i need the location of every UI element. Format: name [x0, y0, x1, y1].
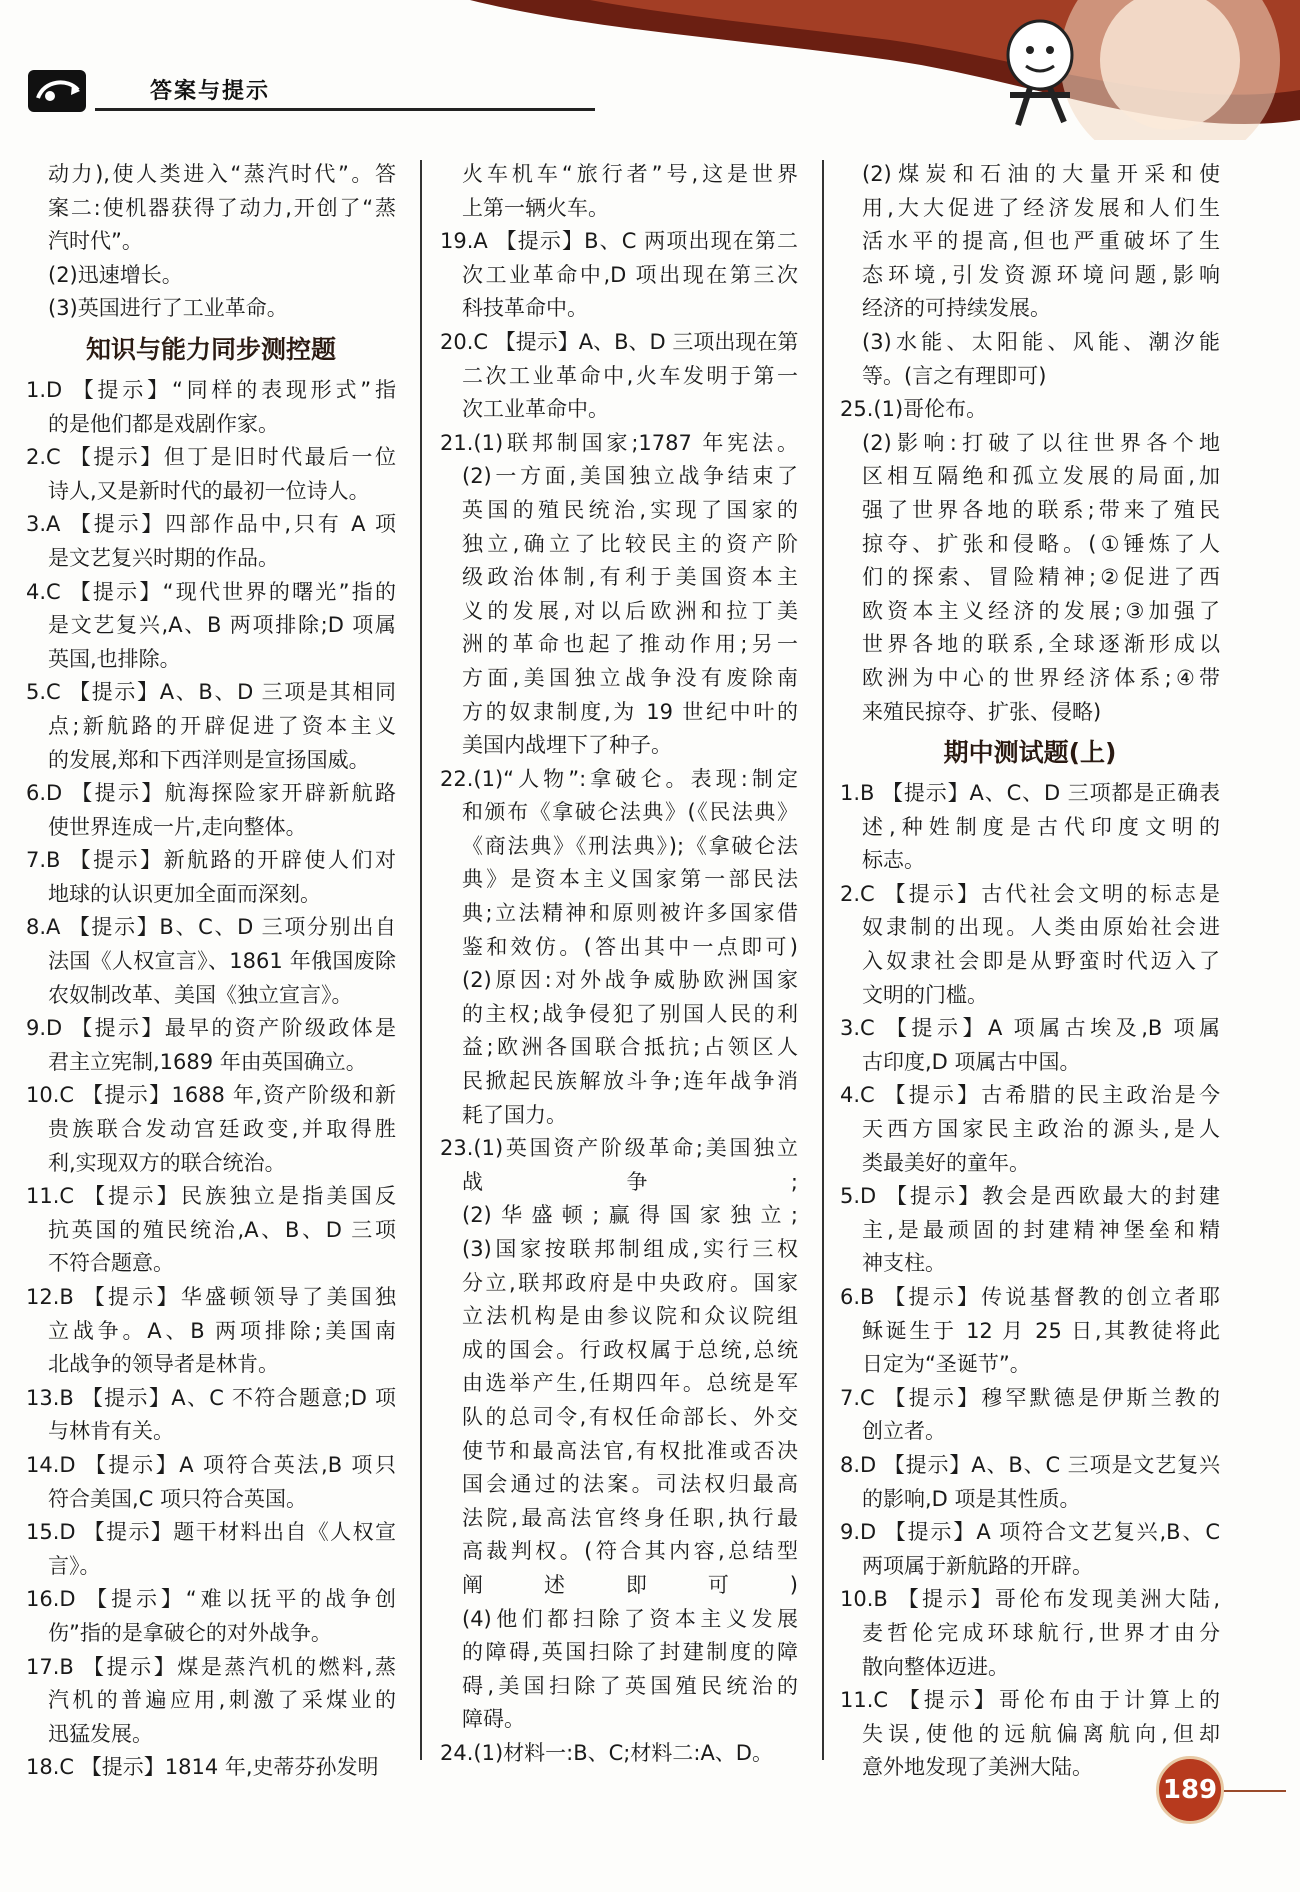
answer-line: 独立,确立了比较民主的资产阶 [462, 531, 798, 556]
answer-line: 法院,最高法官终身任职,执行最 [462, 1505, 798, 1530]
answer-line: 11.C 【提示】民族独立是指美国反 [26, 1184, 396, 1209]
answer-line: 13.B 【提示】A、C 不符合题意;D 项 [26, 1385, 396, 1410]
answer-line: 入奴隶社会即是从野蛮时代迈入了 [862, 949, 1220, 974]
answer-line: 活水平的提高,但也严重破坏了生 [862, 229, 1220, 254]
answer-line: 的主权;战争侵犯了别国人民的利 [462, 1001, 798, 1026]
answer-line: 19.A 【提示】B、C 两项出现在第二 [440, 229, 798, 254]
answer-line: 《商法典》《刑法典》);《拿破仑法 [462, 833, 798, 858]
answer-line: 次工业革命中,D 项出现在第三次 [462, 262, 798, 287]
answer-line: 14.D 【提示】A 项符合英法,B 项只 [26, 1452, 396, 1477]
answer-line: 12.B 【提示】华盛顿领导了美国独 [26, 1285, 396, 1309]
answer-line: 立法机构是由参议院和众议院组 [462, 1304, 798, 1329]
answer-line: 的障碍,英国扫除了封建制度的障 [462, 1640, 798, 1665]
answer-line: 国会通过的法案。司法权归最高 [462, 1472, 798, 1497]
answer-line: 8.D 【提示】A、B、C 三项是文艺复兴 [840, 1452, 1220, 1477]
answer-line: 22.(1)“人物”:拿破仑。表现:制定 [440, 766, 798, 791]
answer-line: 9.D 【提示】最早的资产阶级政体是 [26, 1016, 396, 1041]
answer-line: 是文艺复兴时期的作品。 [48, 545, 279, 570]
answer-line: 古印度,D 项属古中国。 [862, 1049, 1081, 1074]
answer-list [26, 374, 396, 1785]
answer-line: 3.A 【提示】四部作品中,只有 A 项 [26, 512, 396, 537]
answer-line: 10.C 【提示】1688 年,资产阶级和新 [26, 1083, 396, 1108]
answer-line: 耗了国力。 [462, 1102, 567, 1127]
answer-line: 欧洲为中心的世界经济体系;④带 [862, 665, 1220, 690]
answer-list [840, 777, 1220, 1785]
answer-line: 1.D 【提示】“同样的表现形式”指 [26, 377, 396, 402]
answer-line: (3)国家按联邦制组成,实行三权 [462, 1237, 798, 1261]
answer-line: 掠夺、扩张和侵略。(①锤炼了人 [862, 531, 1220, 556]
answer-line: 15.D 【提示】题干材料出自《人权宣 [26, 1520, 396, 1545]
answer-line: 战争; [462, 1169, 798, 1194]
answer-line: 稣诞生于 12 月 25 日,其教徒将此 [862, 1318, 1220, 1343]
answer-line: 们的探索、冒险精神;②促进了西 [862, 565, 1220, 590]
answer-line: 6.D 【提示】航海探险家开辟新航路 [26, 781, 396, 806]
answer-column-1 [26, 158, 396, 1785]
answer-line: 来殖民掠夺、扩张、侵略) [862, 699, 1102, 724]
answer-line: 麦哲伦完成环球航行,世界才由分 [862, 1620, 1220, 1645]
answer-line: 和颁布《拿破仑法典》(《民法典》 [462, 800, 798, 825]
answer-line: 类最美好的童年。 [862, 1150, 1030, 1175]
answer-line: 法国《人权宣言》、1861 年俄国废除 [48, 949, 396, 974]
answer-line: 17.B 【提示】煤是蒸汽机的燃料,蒸 [26, 1654, 396, 1679]
answer-line: 英国,也排除。 [48, 646, 181, 671]
answer-line: 伤”指的是拿破仑的对外战争。 [48, 1620, 332, 1645]
answer-line: 世界各地的联系,全球逐渐形成以 [862, 632, 1220, 657]
answer-line: 动力),使人类进入“蒸汽时代”。答 [48, 162, 396, 186]
answer-line: 鉴和效仿。(答出其中一点即可) [462, 934, 798, 959]
logo-swoosh-icon [28, 70, 86, 112]
answer-line: 益;欧洲各国联合抵抗;占领区人 [462, 1035, 798, 1060]
column-divider [822, 160, 824, 1760]
answer-line: 2.C 【提示】但丁是旧时代最后一位 [26, 445, 396, 470]
answer-line: 使世界连成一片,走向整体。 [48, 814, 307, 839]
answer-list [440, 158, 798, 1771]
answer-line: 两项属于新航路的开辟。 [862, 1553, 1093, 1578]
answer-line: 典;立法精神和原则被许多国家借 [462, 901, 798, 926]
answer-line: 方的奴隶制度,为 19 世纪中叶的 [462, 699, 798, 724]
answer-line: 6.B 【提示】传说基督教的创立者耶 [840, 1285, 1220, 1309]
answer-line: 9.D 【提示】A 项符合文艺复兴,B、C [840, 1520, 1220, 1545]
answer-line: (2)一方面,美国独立战争结束了 [462, 464, 798, 489]
answer-line: 23.(1)英国资产阶级革命;美国独立 [440, 1136, 798, 1161]
answer-line: 阐述即可) [462, 1572, 798, 1597]
section-title-midterm: 期中测试题(上) [943, 738, 1117, 768]
publisher-logo [28, 70, 86, 112]
answer-line: 障碍。 [462, 1707, 525, 1732]
answer-line: 的是他们都是戏剧作家。 [48, 411, 279, 436]
answer-line: 神支柱。 [862, 1251, 946, 1276]
answer-line: 上第一辆火车。 [462, 195, 609, 220]
answer-line: 日定为“圣诞节”。 [862, 1352, 1031, 1377]
answer-line: 的发展,郑和下西洋则是宣扬国威。 [48, 747, 370, 772]
answer-line: 20.C 【提示】A、B、D 三项出现在第 [440, 329, 798, 354]
answer-line: (2)华盛顿;赢得国家独立; [462, 1203, 798, 1228]
answer-line: 10.B 【提示】哥伦布发现美洲大陆, [840, 1587, 1220, 1612]
answer-line: 贵族联合发动宫廷政变,并取得胜 [48, 1117, 396, 1142]
answer-line: 18.C 【提示】1814 年,史蒂芬孙发明 [26, 1755, 379, 1780]
section-title-sync-test: 知识与能力同步测控题 [85, 334, 336, 364]
answer-line: 农奴制改革、美国《独立宣言》。 [48, 982, 353, 1007]
answer-column-3 [840, 158, 1220, 1785]
answer-line: 美国内战埋下了种子。 [462, 733, 672, 758]
answer-line: 队的总司令,有权任命部长、外交 [462, 1404, 798, 1429]
answer-line: 分立,联邦政府是中央政府。国家 [462, 1270, 798, 1295]
answer-line: 利,实现双方的联合统治。 [48, 1150, 286, 1175]
answer-line: 迅猛发展。 [48, 1721, 153, 1746]
answer-line: 5.D 【提示】教会是西欧最大的封建 [840, 1184, 1220, 1209]
answer-column-2 [440, 158, 798, 1771]
answer-line: 4.C 【提示】“现代世界的曙光”指的 [26, 579, 396, 604]
answer-line: 态环境,引发资源环境问题,影响 [862, 262, 1220, 287]
answer-line: 君主立宪制,1689 年由英国确立。 [48, 1049, 367, 1074]
answer-line: 北战争的领导者是林肯。 [48, 1352, 279, 1377]
answer-line: 述,种姓制度是古代印度文明的 [862, 814, 1220, 839]
answer-line: 散向整体迈进。 [862, 1654, 1009, 1679]
mascot-icon [1008, 21, 1072, 125]
answer-line: (4)他们都扫除了资本主义发展 [462, 1606, 798, 1631]
answer-line: 5.C 【提示】A、B、D 三项是其相同 [26, 680, 396, 705]
answer-line: 天西方国家民主政治的源头,是人 [862, 1117, 1220, 1142]
answer-line: 文明的门槛。 [862, 982, 988, 1007]
answer-line: 民掀起民族解放斗争;连年战争消 [462, 1069, 798, 1094]
answer-line: (2)迅速增长。 [48, 262, 183, 287]
answer-line: (3)英国进行了工业革命。 [48, 296, 288, 321]
answer-line: 抗英国的殖民统治,A、B、D 三项 [48, 1217, 396, 1242]
answer-line: 次工业革命中。 [462, 397, 609, 422]
page-number: 189 [1156, 1756, 1224, 1824]
answer-line: (2)原因:对外战争威胁欧洲国家 [462, 968, 798, 993]
answer-line: 2.C 【提示】古代社会文明的标志是 [840, 881, 1220, 906]
answer-line: 主,是最顽固的封建精神堡垒和精 [862, 1217, 1220, 1242]
page-header [0, 0, 1300, 125]
answer-line: 符合美国,C 项只符合英国。 [48, 1486, 308, 1511]
answer-line: 不符合题意。 [48, 1251, 174, 1276]
answer-line: 地球的认识更加全面而深刻。 [48, 881, 321, 906]
answer-line: 碍,美国扫除了英国殖民统治的 [462, 1673, 798, 1698]
answer-line: (3)水能、太阳能、风能、潮汐能 [862, 329, 1220, 354]
answer-line: 义的发展,对以后欧洲和拉丁美 [462, 598, 798, 623]
answer-line: 7.B 【提示】新航路的开辟使人们对 [26, 848, 396, 873]
answer-line: 立战争。A、B 两项排除;美国南 [48, 1318, 396, 1343]
answer-line: 4.C 【提示】古希腊的民主政治是今 [840, 1083, 1220, 1108]
header-title: 答案与提示 [150, 79, 271, 104]
answer-line: 成的国会。行政权属于总统,总统 [462, 1337, 798, 1362]
answer-line: 等。(言之有理即可) [862, 363, 1047, 388]
answer-line: 经济的可持续发展。 [862, 296, 1051, 321]
answer-line: 8.A 【提示】B、C、D 三项分别出自 [26, 915, 396, 940]
answer-line: 汽机的普遍应用,刺激了采煤业的 [48, 1688, 396, 1713]
answer-line: 诗人,又是新时代的最初一位诗人。 [48, 478, 370, 503]
answer-line: 火车机车“旅行者”号,这是世界 [462, 162, 798, 186]
answer-line: 区相互隔绝和孤立发展的局面,加 [862, 464, 1220, 489]
intro-lines [26, 158, 396, 326]
answer-line: 的影响,D 项是其性质。 [862, 1486, 1081, 1511]
answer-line: 强了世界各地的联系;带来了殖民 [862, 497, 1220, 522]
answer-line: 意外地发现了美洲大陆。 [862, 1755, 1093, 1780]
answer-line: 点;新航路的开辟促进了资本主义 [48, 713, 396, 738]
answer-line: 高裁判权。(符合其内容,总结型 [462, 1539, 798, 1564]
answer-line: 创立者。 [862, 1419, 946, 1444]
answer-line: 案二:使机器获得了动力,开创了“蒸 [48, 195, 396, 220]
header-banner [470, 0, 1300, 140]
answer-line: (2)煤炭和石油的大量开采和使 [862, 162, 1220, 186]
answer-line: 失误,使他的远航偏离航向,但却 [862, 1721, 1220, 1746]
column-divider [420, 160, 422, 1760]
answer-line: 英国的殖民统治,实现了国家的 [462, 497, 798, 522]
answer-line: 16.D 【提示】“难以抚平的战争创 [26, 1587, 396, 1612]
answer-line: 二次工业革命中,火车发明于第一 [462, 363, 798, 388]
answer-line: 由选举产生,任期四年。总统是军 [462, 1371, 798, 1396]
answer-line: 科技革命中。 [462, 296, 588, 321]
answer-line: 3.C 【提示】A 项属古埃及,B 项属 [840, 1016, 1220, 1041]
answer-line: 25.(1)哥伦布。 [840, 397, 988, 422]
answer-line: 7.C 【提示】穆罕默德是伊斯兰教的 [840, 1385, 1220, 1410]
answer-line: 是文艺复兴,A、B 两项排除;D 项属 [48, 613, 396, 638]
page-rule [1216, 1790, 1286, 1792]
answer-line: 与林肯有关。 [48, 1419, 174, 1444]
answer-line: 典》是资本主义国家第一部民法 [462, 867, 798, 892]
answer-line: 奴隶制的出现。人类由原始社会进 [862, 915, 1220, 940]
answer-line: 欧资本主义经济的发展;③加强了 [862, 598, 1220, 623]
answer-line: 21.(1)联邦制国家;1787 年宪法。 [440, 430, 798, 455]
answer-line: 使节和最高法官,有权批准或否决 [462, 1438, 798, 1463]
answer-line: 11.C 【提示】哥伦布由于计算上的 [840, 1688, 1220, 1713]
answer-line: 级政治体制,有利于美国资本主 [462, 565, 798, 590]
answer-line: 用,大大促进了经济发展和人们生 [862, 195, 1220, 220]
answer-line: 汽时代”。 [48, 229, 143, 254]
answer-line: 言》。 [48, 1553, 101, 1578]
answer-list [840, 158, 1220, 729]
answer-line: 标志。 [862, 848, 925, 873]
answer-line: 1.B 【提示】A、C、D 三项都是正确表 [840, 781, 1220, 806]
answer-line: 方面,美国独立战争没有废除南 [462, 665, 798, 690]
answer-line: (2)影响:打破了以往世界各个地 [862, 430, 1220, 455]
answer-line: 洲的革命也起了推动作用;另一 [462, 632, 798, 657]
answer-line: 24.(1)材料一:B、C;材料二:A、D。 [440, 1740, 773, 1765]
